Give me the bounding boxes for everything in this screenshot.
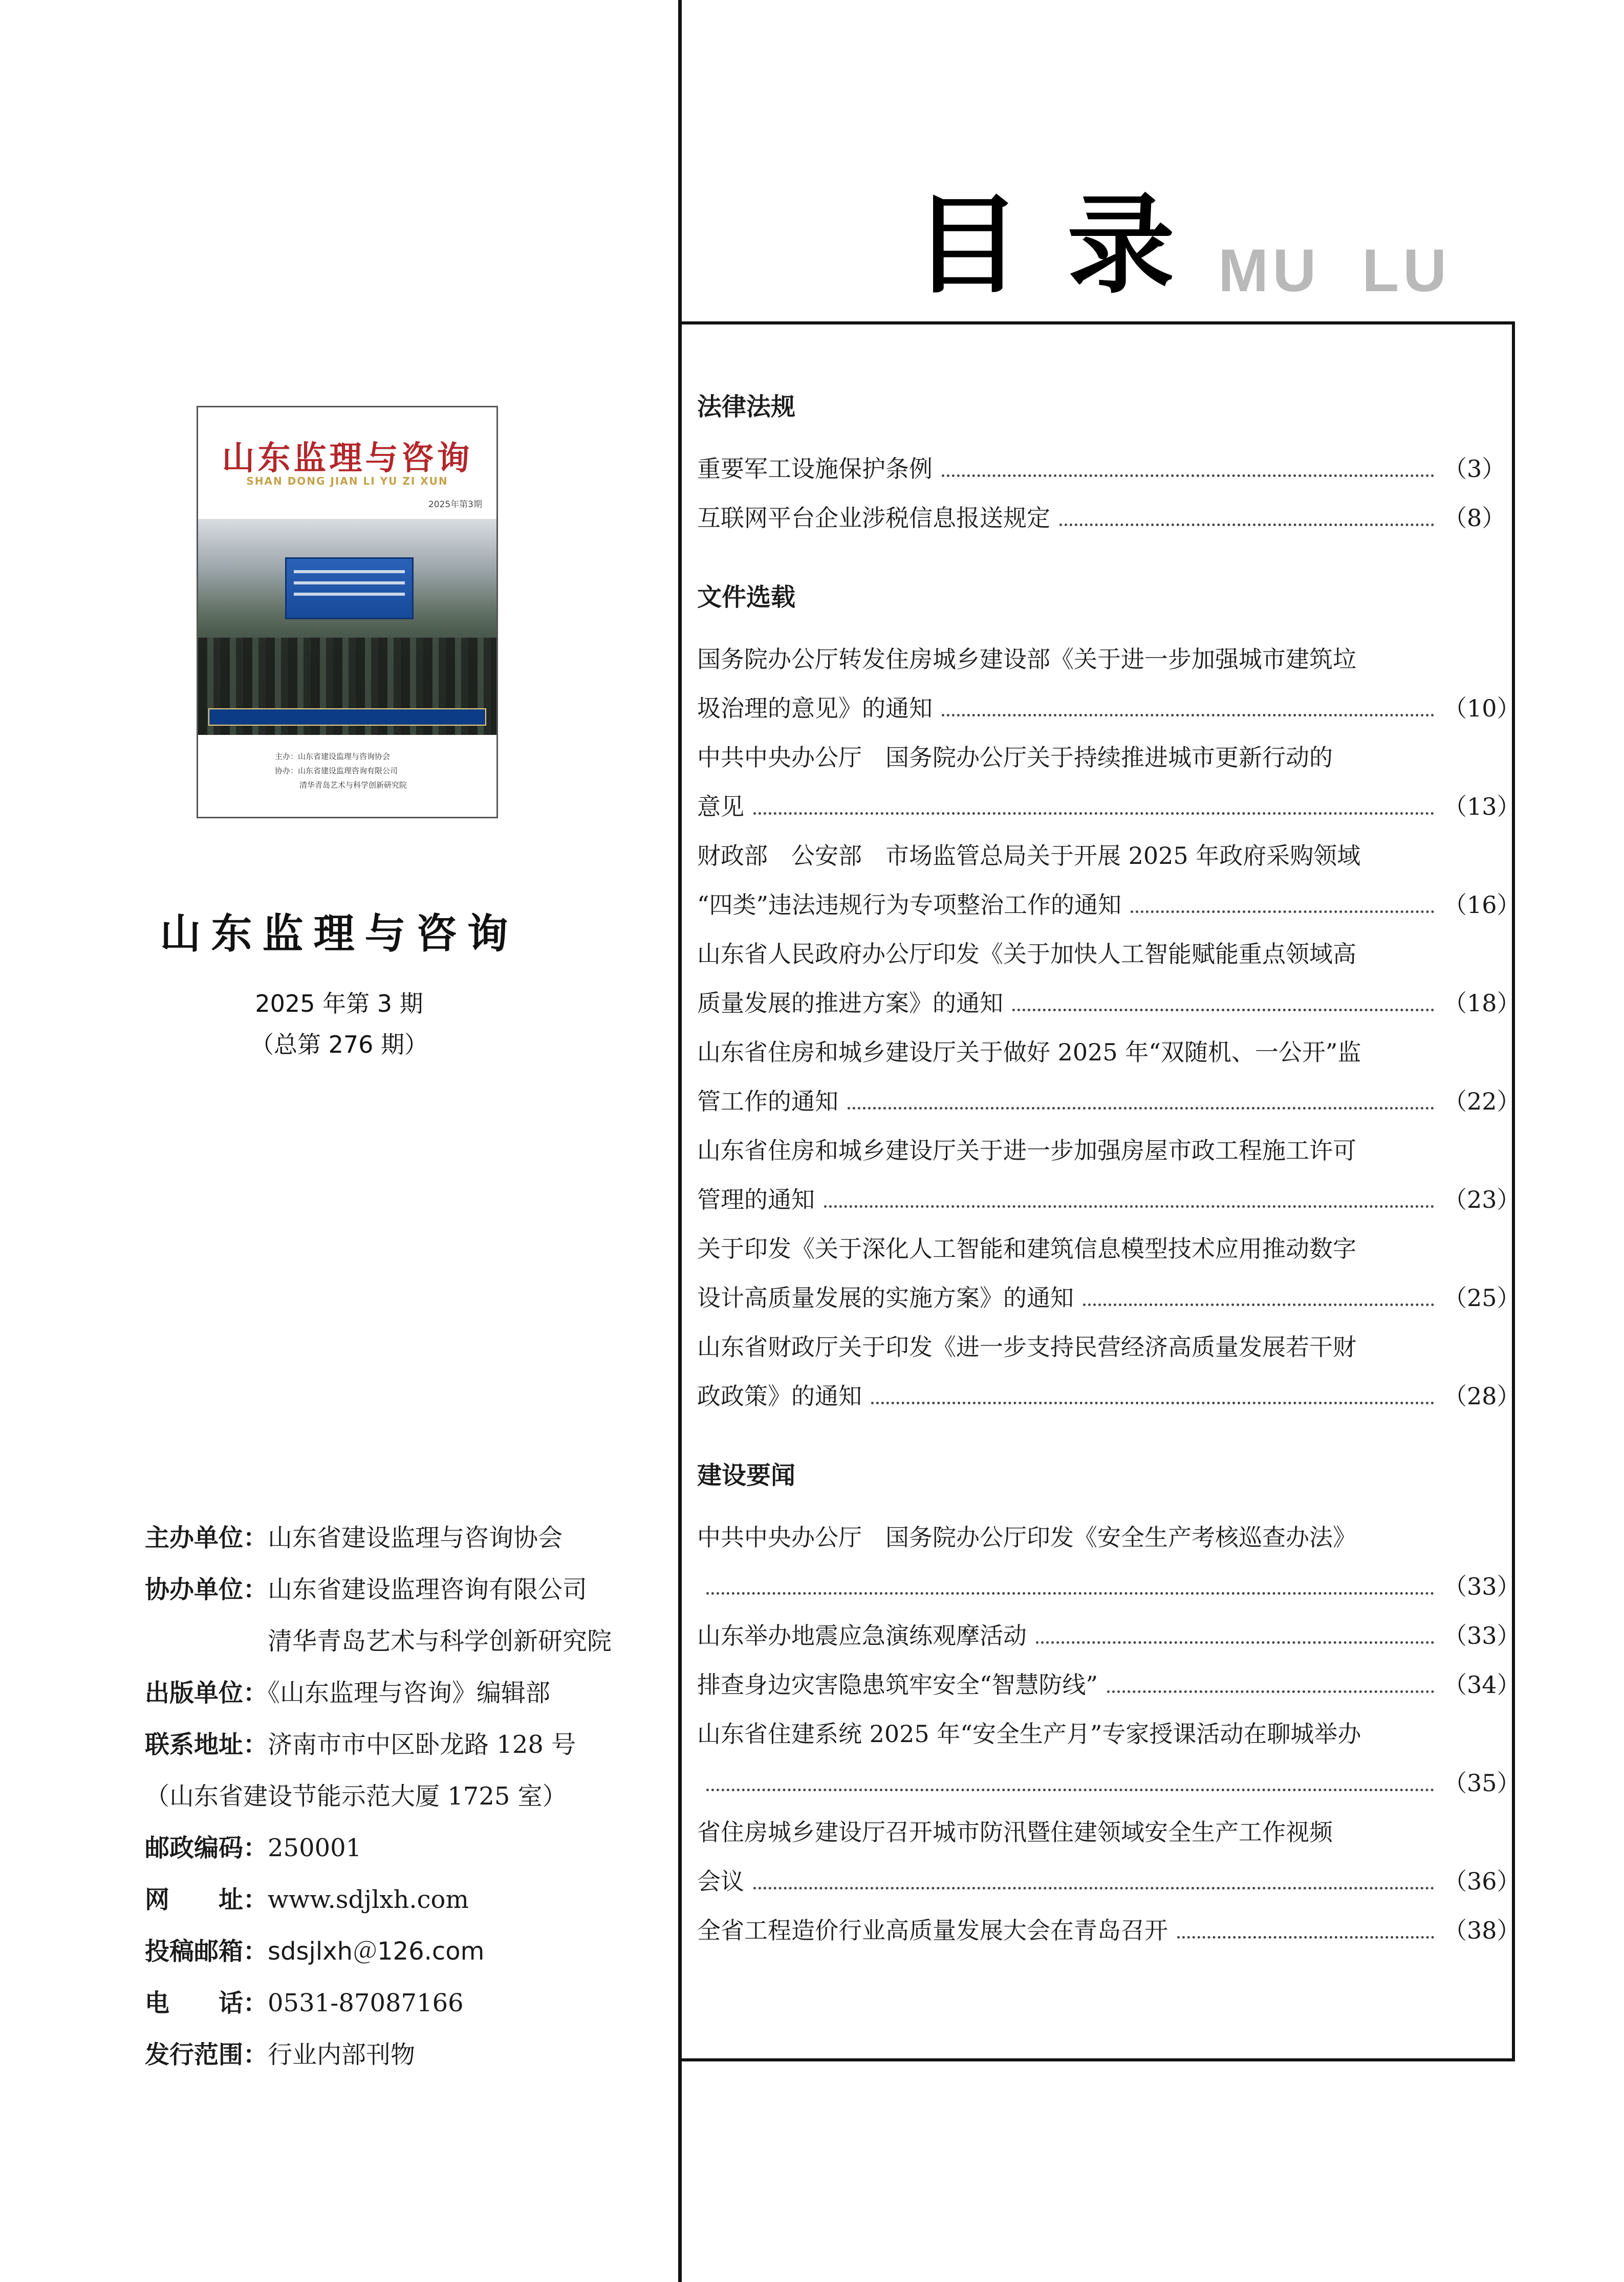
toc-entry[interactable]: 互联网平台企业涉税信息报送规定 （8） <box>697 493 1500 542</box>
dot-leader <box>1083 1303 1434 1306</box>
dot-leader <box>871 1402 1434 1404</box>
page-number: （28） <box>1443 1382 1521 1410</box>
dot-leader <box>1059 524 1434 526</box>
toc-entry[interactable]: 中共中央办公厅 国务院办公厅关于持续推进城市更新行动的 意见 （13） <box>697 733 1500 831</box>
toc-entry[interactable]: 财政部 公安部 市场监管总局关于开展 2025 年政府采购领域 “四类”违法违规行为专项整治工作的通知 （16） <box>697 831 1500 929</box>
toc-entry[interactable]: 山东省住房和城乡建设厅关于进一步加强房屋市政工程施工许可 管理的通知 （23） <box>697 1126 1500 1224</box>
info-co-organizer-2: 清华青岛艺术与科学创新研究院 <box>268 1627 612 1656</box>
cover-sponsor-line: 清华青岛艺术与科学创新研究院 <box>299 780 407 790</box>
toc-heading: 目录 <box>914 183 1221 308</box>
toc-entry[interactable]: 全省工程造价行业高质量发展大会在青岛召开 （38） <box>697 1906 1500 1955</box>
page-number: （35） <box>1443 1769 1521 1797</box>
cover-issue: 2025年第3期 <box>428 499 482 510</box>
cover-sponsor-line: 协办：山东省建设监理咨询有限公司 <box>275 766 398 775</box>
info-email: 投稿邮箱：sdsjlxh＠126.com <box>145 1937 485 1966</box>
magazine-title: 山东监理与咨询 <box>160 909 518 958</box>
table-of-contents <box>697 379 1521 1955</box>
toc-section-laws <box>697 379 1506 542</box>
toc-entry[interactable]: 中共中央办公厅 国务院办公厅印发《安全生产考核巡查办法》 （33） <box>697 1513 1500 1611</box>
toc-entry[interactable]: 排查身边灾害隐患筑牢安全“智慧防线” （34） <box>697 1660 1500 1709</box>
magazine-issue: 2025 年第 3 期 <box>255 990 423 1017</box>
dot-leader <box>1131 910 1434 913</box>
dot-leader <box>1177 1936 1434 1939</box>
toc-entry[interactable]: 山东举办地震应急演练观摩活动 （33） <box>697 1611 1500 1660</box>
dot-leader <box>824 1205 1434 1208</box>
info-publisher: 出版单位：《山东监理与咨询》编辑部 <box>145 1679 551 1707</box>
cover-sponsors <box>275 749 407 792</box>
page-number: （22） <box>1443 1088 1521 1115</box>
info-host: 主办单位：山东省建设监理与咨询协会 <box>145 1524 563 1552</box>
page-number: （8） <box>1443 504 1506 532</box>
info-postcode: 邮政编码：250001 <box>145 1834 362 1862</box>
info-co-organizer: 协办单位：山东省建设监理咨询有限公司 <box>145 1575 588 1604</box>
cover-pinyin: SHAN DONG JIAN LI YU ZI XUN <box>246 475 448 487</box>
dot-leader <box>942 474 1434 477</box>
info-address-2: （山东省建设节能示范大厦 1725 室） <box>145 1782 567 1811</box>
toc-entry[interactable]: 关于印发《关于深化人工智能和建筑信息模型技术应用推动数字 设计高质量发展的实施方案》的通知 （25） <box>697 1224 1500 1322</box>
toc-heading-en: MU LU <box>1218 237 1451 305</box>
dot-leader <box>1012 1009 1434 1011</box>
page-number: （25） <box>1443 1284 1521 1312</box>
dot-leader <box>753 1887 1434 1889</box>
toc-entry[interactable]: 山东省住房和城乡建设厅关于做好 2025 年“双随机、一公开”监 管工作的通知 （22） <box>697 1028 1500 1126</box>
page-number: （13） <box>1443 793 1521 820</box>
publication-info <box>145 1512 677 2081</box>
website-link[interactable]: www.sdjlxh.com <box>268 1885 469 1914</box>
page-number: （16） <box>1443 891 1521 919</box>
toc-entry[interactable]: 重要军工设施保护条例 （3） <box>697 444 1500 493</box>
section-title: 法律法规 <box>697 393 796 421</box>
section-title: 文件选载 <box>697 583 796 612</box>
magazine-total-issue: （总第 276 期） <box>250 1031 428 1058</box>
dot-leader <box>753 812 1434 815</box>
page-number: （38） <box>1443 1917 1521 1944</box>
dot-leader <box>942 714 1434 716</box>
cover-sponsor-line: 主办：山东省建设监理与咨询协会 <box>275 752 391 761</box>
toc-entry[interactable]: 国务院办公厅转发住房城乡建设部《关于进一步加强城市建筑垃 圾治理的意见》的通知 （10） <box>697 635 1500 733</box>
page-number: （33） <box>1443 1622 1521 1649</box>
email-link[interactable]: sdsjlxh＠126.com <box>268 1937 485 1966</box>
cover-photo <box>198 519 496 735</box>
toc-section-news <box>697 1447 1521 1955</box>
cover-thumbnail <box>197 406 498 818</box>
toc-entry[interactable]: 山东省住建系统 2025 年“安全生产月”专家授课活动在聊城举办 （35） <box>697 1709 1500 1808</box>
cover-stage-screen <box>285 557 414 619</box>
cover-banner <box>208 708 486 726</box>
dot-leader <box>1107 1690 1434 1693</box>
toc-section-documents <box>697 569 1521 1421</box>
cover-title: 山东监理与咨询 <box>222 439 473 477</box>
info-scope: 发行范围：行业内部刊物 <box>145 2040 416 2069</box>
dot-leader <box>848 1107 1434 1110</box>
info-phone: 电 话：0531-87087166 <box>145 1989 464 2017</box>
dot-leader <box>1036 1641 1434 1644</box>
section-title: 建设要闻 <box>697 1461 796 1490</box>
page-number: （36） <box>1443 1867 1521 1895</box>
dot-leader <box>706 1592 1434 1595</box>
page-number: （34） <box>1443 1671 1521 1699</box>
info-address: 联系地址：济南市市中区卧龙路 128 号 <box>145 1730 576 1759</box>
page-number: （23） <box>1443 1186 1521 1213</box>
info-website: 网 址：www.sdjlxh.com <box>145 1885 469 1914</box>
page-number: （18） <box>1443 989 1521 1017</box>
toc-entry[interactable]: 山东省财政厅关于印发《进一步支持民营经济高质量发展若干财 政政策》的通知 （28） <box>697 1322 1500 1421</box>
toc-entry[interactable]: 省住房城乡建设厅召开城市防汛暨住建领域安全生产工作视频 会议 （36） <box>697 1808 1500 1906</box>
dot-leader <box>706 1789 1434 1791</box>
toc-entry[interactable]: 山东省人民政府办公厅印发《关于加快人工智能赋能重点领域高 质量发展的推进方案》的通知 （18） <box>697 929 1500 1028</box>
page-number: （3） <box>1443 455 1506 483</box>
page-number: （10） <box>1443 694 1521 722</box>
page-number: （33） <box>1443 1573 1521 1600</box>
